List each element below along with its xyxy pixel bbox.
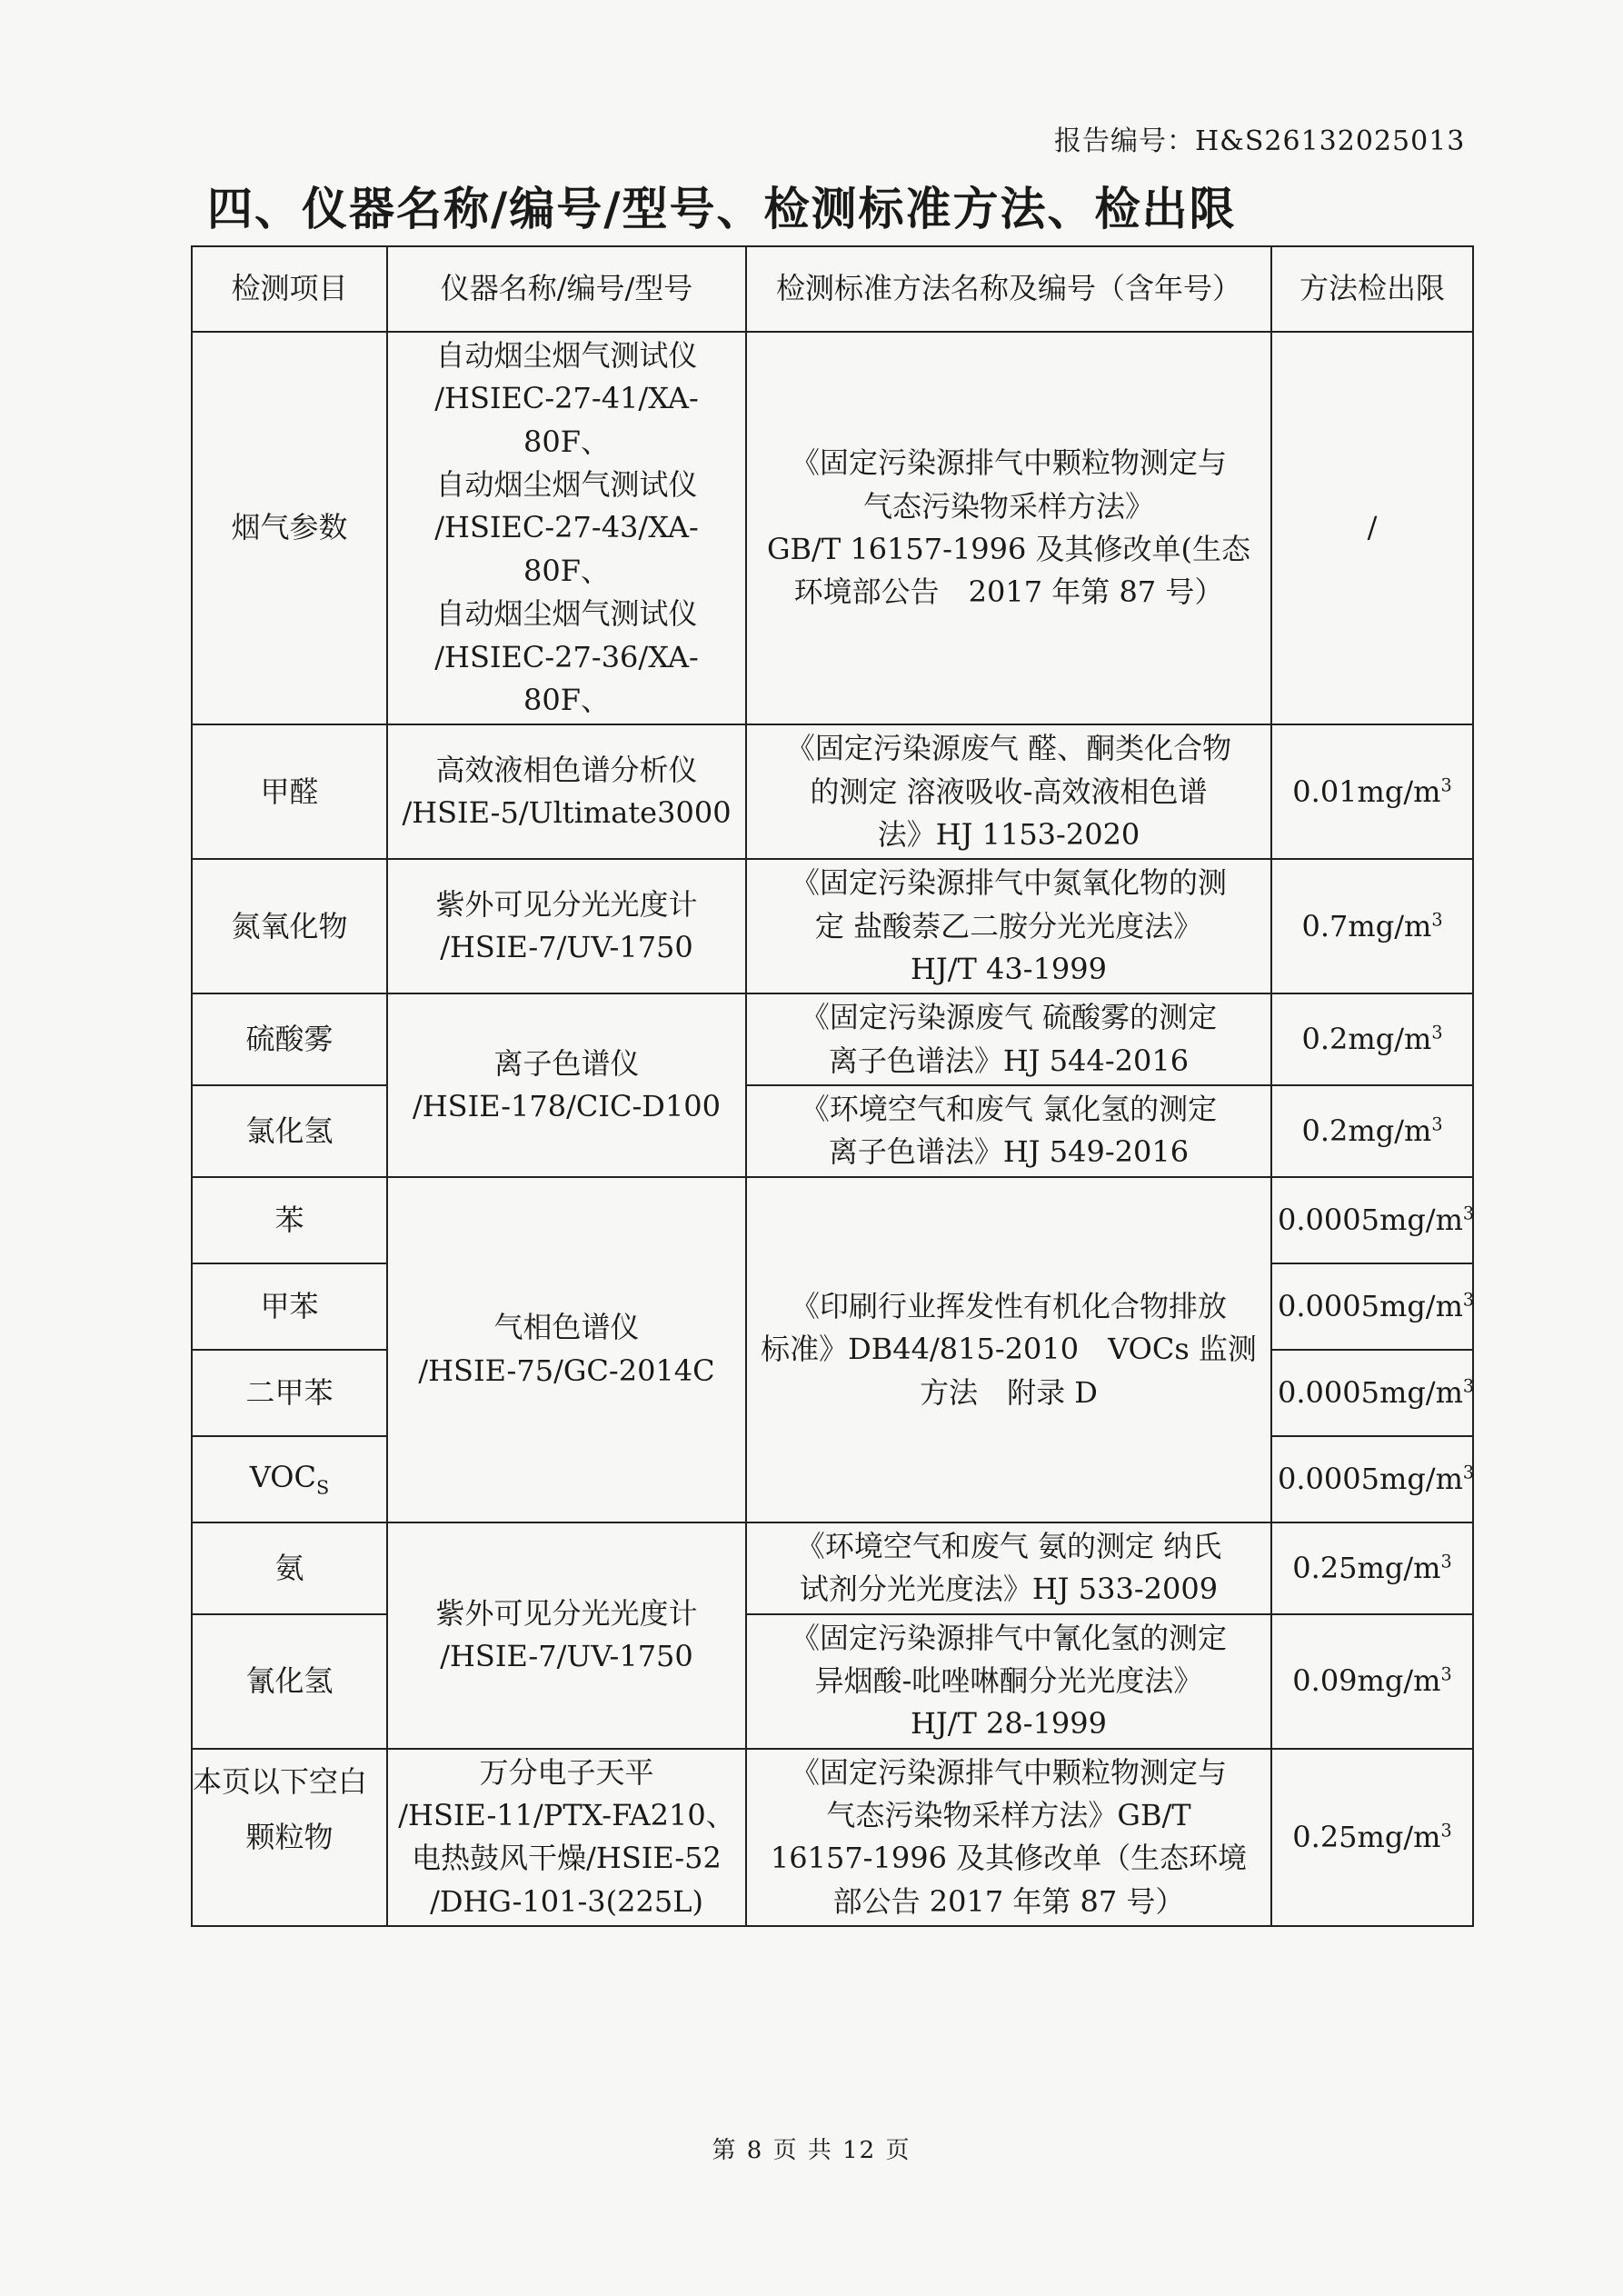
instrument-cell bbox=[387, 1749, 746, 1926]
limit-cell bbox=[1271, 1085, 1473, 1177]
table-row bbox=[192, 332, 1473, 724]
table-row bbox=[192, 1614, 1473, 1749]
limit-cell: / bbox=[1271, 332, 1473, 724]
limit-value: 0.7mg/m bbox=[1301, 908, 1432, 943]
instrument-line: /HSIE-7/UV-1750 bbox=[440, 1639, 693, 1674]
method-line: 《固定污染源排气中颗粒物测定与 bbox=[790, 1754, 1227, 1790]
header-method: 检测标准方法名称及编号（含年号） bbox=[746, 246, 1271, 332]
unit-exponent: 3 bbox=[1462, 1461, 1475, 1482]
instrument-line: 离子色谱仪 bbox=[493, 1045, 640, 1081]
item-cell: 氮氧化物 bbox=[192, 859, 387, 993]
unit-exponent: 3 bbox=[1440, 1820, 1452, 1841]
method-line: 气态污染物采样方法》 bbox=[862, 488, 1154, 524]
header-limit: 方法检出限 bbox=[1271, 246, 1473, 332]
limit-cell bbox=[1271, 1350, 1473, 1436]
unit-exponent: 3 bbox=[1440, 774, 1452, 795]
method-line: 标准》DB44/815-2010 VOCs 监测 bbox=[761, 1332, 1257, 1367]
unit-exponent: 3 bbox=[1440, 1663, 1452, 1685]
instrument-line: 紫外可见分光光度计 bbox=[435, 886, 698, 922]
instrument-line: /DHG-101-3(225L) bbox=[430, 1883, 703, 1919]
table-row bbox=[192, 1177, 1473, 1263]
instrument-line: /HSIEC-27-41/XA-80F、 bbox=[434, 381, 699, 459]
unit-exponent: 3 bbox=[1462, 1374, 1475, 1396]
instrument-cell bbox=[387, 332, 746, 724]
instrument-line: /HSIEC-27-43/XA-80F、 bbox=[434, 510, 699, 588]
item-cell: 烟气参数 bbox=[192, 332, 387, 724]
unit-exponent: 3 bbox=[1462, 1288, 1475, 1310]
blank-below-note: 本页以下空白 bbox=[193, 1764, 368, 1799]
limit-cell bbox=[1271, 993, 1473, 1085]
instrument-cell bbox=[387, 993, 746, 1176]
limit-cell bbox=[1271, 1436, 1473, 1522]
method-cell bbox=[746, 1522, 1271, 1614]
method-line: GB/T 16157-1996 及其修改单(生态 bbox=[766, 532, 1251, 567]
method-line: 离子色谱法》HJ 549-2016 bbox=[828, 1134, 1190, 1170]
method-line: 试剂分光光度法》HJ 533-2009 bbox=[799, 1572, 1219, 1607]
instrument-line: 万分电子天平 bbox=[479, 1754, 654, 1790]
item-cell: 甲醛 bbox=[192, 724, 387, 859]
instrument-line: 紫外可见分光光度计 bbox=[435, 1595, 698, 1631]
method-line: 《环境空气和废气 氨的测定 纳氏 bbox=[795, 1528, 1222, 1563]
instrument-line: 自动烟尘烟气测试仪 bbox=[435, 338, 698, 373]
header-instrument: 仪器名称/编号/型号 bbox=[387, 246, 746, 332]
unit-exponent: 3 bbox=[1431, 1113, 1443, 1135]
instrument-cell bbox=[387, 859, 746, 993]
limit-value: 0.0005mg/m bbox=[1278, 1202, 1463, 1237]
instrument-line: 高效液相色谱分析仪 bbox=[435, 752, 698, 787]
table-row bbox=[192, 859, 1473, 993]
page-footer: 第 8 页 共 12 页 bbox=[712, 2137, 911, 2164]
item-cell: 二甲苯 bbox=[192, 1350, 387, 1436]
method-line: 《环境空气和废气 氯化氢的测定 bbox=[800, 1092, 1218, 1127]
limit-value: 0.2mg/m bbox=[1301, 1113, 1432, 1148]
instrument-line: 自动烟尘烟气测试仪 bbox=[435, 596, 698, 632]
method-line: 部公告 2017 年第 87 号） bbox=[832, 1883, 1185, 1919]
method-line: 气态污染物采样方法》GB/T bbox=[826, 1797, 1191, 1832]
limit-value: 0.0005mg/m bbox=[1278, 1374, 1463, 1410]
limit-cell bbox=[1271, 1263, 1473, 1350]
unit-exponent: 3 bbox=[1431, 909, 1443, 931]
limit-value: 0.09mg/m bbox=[1292, 1662, 1441, 1698]
method-line: 《固定污染源排气中氮氧化物的测 bbox=[790, 865, 1227, 901]
limit-value: 0.0005mg/m bbox=[1278, 1288, 1463, 1323]
method-line: 《固定污染源排气中颗粒物测定与 bbox=[790, 445, 1227, 481]
method-cell bbox=[746, 724, 1271, 859]
item-cell: 苯 bbox=[192, 1177, 387, 1263]
method-line: 《固定污染源排气中氰化氢的测定 bbox=[790, 1620, 1227, 1655]
method-line: 异烟酸-吡唑啉酮分光光度法》 bbox=[814, 1662, 1203, 1698]
method-cell bbox=[746, 993, 1271, 1085]
method-line: 方法 附录 D bbox=[920, 1374, 1098, 1410]
section-title: 四、仪器名称/编号/型号、检测标准方法、检出限 bbox=[207, 183, 1237, 235]
method-line: 定 盐酸萘乙二胺分光光度法》 bbox=[814, 908, 1203, 943]
item-subscript: S bbox=[316, 1476, 330, 1499]
limit-value: 0.0005mg/m bbox=[1278, 1461, 1463, 1496]
instrument-cell bbox=[387, 724, 746, 859]
item-cell: 颗粒物 bbox=[192, 1749, 387, 1926]
unit-exponent: 3 bbox=[1431, 1022, 1443, 1043]
limit-cell bbox=[1271, 724, 1473, 859]
item-cell: 硫酸雾 bbox=[192, 993, 387, 1085]
table-row bbox=[192, 1749, 1473, 1926]
limit-value: 0.01mg/m bbox=[1292, 774, 1441, 809]
unit-exponent: 3 bbox=[1462, 1202, 1475, 1223]
method-line: 法》HJ 1153-2020 bbox=[877, 816, 1140, 852]
table-row bbox=[192, 1522, 1473, 1614]
limit-cell bbox=[1271, 1749, 1473, 1926]
limit-value: 0.2mg/m bbox=[1301, 1022, 1432, 1057]
limit-cell bbox=[1271, 1614, 1473, 1749]
instrument-line: /HSIE-11/PTX-FA210、 bbox=[398, 1797, 735, 1832]
table-row bbox=[192, 1085, 1473, 1177]
item-cell bbox=[192, 1436, 387, 1522]
limit-value: 0.25mg/m bbox=[1292, 1819, 1441, 1854]
instrument-line: 电热鼓风干燥/HSIE-52 bbox=[412, 1841, 722, 1876]
instrument-line: /HSIE-178/CIC-D100 bbox=[412, 1089, 722, 1124]
limit-value: 0.25mg/m bbox=[1292, 1550, 1441, 1585]
method-line: HJ/T 43-1999 bbox=[911, 952, 1107, 987]
method-line: 环境部公告 2017 年第 87 号） bbox=[793, 574, 1224, 610]
item-text: VOC bbox=[249, 1460, 316, 1495]
method-line: 《固定污染源废气 醛、酮类化合物 bbox=[785, 731, 1232, 766]
method-line: 离子色谱法》HJ 544-2016 bbox=[828, 1043, 1190, 1078]
method-cell bbox=[746, 1085, 1271, 1177]
method-line: 16157-1996 及其修改单（生态环境 bbox=[770, 1841, 1248, 1876]
method-line: HJ/T 28-1999 bbox=[911, 1706, 1107, 1742]
item-cell: 氯化氢 bbox=[192, 1085, 387, 1177]
method-line: 的测定 溶液吸收-高效液相色谱 bbox=[810, 774, 1208, 809]
method-cell bbox=[746, 1749, 1271, 1926]
instrument-line: 自动烟尘烟气测试仪 bbox=[435, 467, 698, 503]
method-cell bbox=[746, 332, 1271, 724]
unit-exponent: 3 bbox=[1440, 1550, 1452, 1572]
instrument-line: /HSIE-7/UV-1750 bbox=[440, 930, 693, 965]
instrument-cell bbox=[387, 1522, 746, 1749]
table-row bbox=[192, 724, 1473, 859]
report-number: 报告编号：H&S26132025013 bbox=[1054, 125, 1466, 157]
instrument-line: /HSIE-5/Ultimate3000 bbox=[402, 795, 732, 831]
item-cell: 氰化氢 bbox=[192, 1614, 387, 1749]
limit-cell bbox=[1271, 1177, 1473, 1263]
instrument-line: /HSIE-75/GC-2014C bbox=[418, 1353, 715, 1388]
limit-cell bbox=[1271, 1522, 1473, 1614]
method-cell bbox=[746, 859, 1271, 993]
instrument-cell bbox=[387, 1177, 746, 1522]
instrument-line: 气相色谱仪 bbox=[493, 1310, 640, 1345]
method-line: 《固定污染源废气 硫酸雾的测定 bbox=[800, 1000, 1218, 1035]
method-cell bbox=[746, 1177, 1271, 1522]
limit-cell bbox=[1271, 859, 1473, 993]
instrument-line: /HSIEC-27-36/XA-80F、 bbox=[434, 639, 699, 717]
item-cell: 甲苯 bbox=[192, 1263, 387, 1350]
method-line: 《印刷行业挥发性有机化合物排放 bbox=[790, 1288, 1227, 1323]
item-cell: 氨 bbox=[192, 1522, 387, 1614]
table-header-row bbox=[192, 246, 1473, 332]
method-cell bbox=[746, 1614, 1271, 1749]
detection-table bbox=[191, 245, 1474, 1927]
header-item: 检测项目 bbox=[192, 246, 387, 332]
table-row bbox=[192, 993, 1473, 1085]
